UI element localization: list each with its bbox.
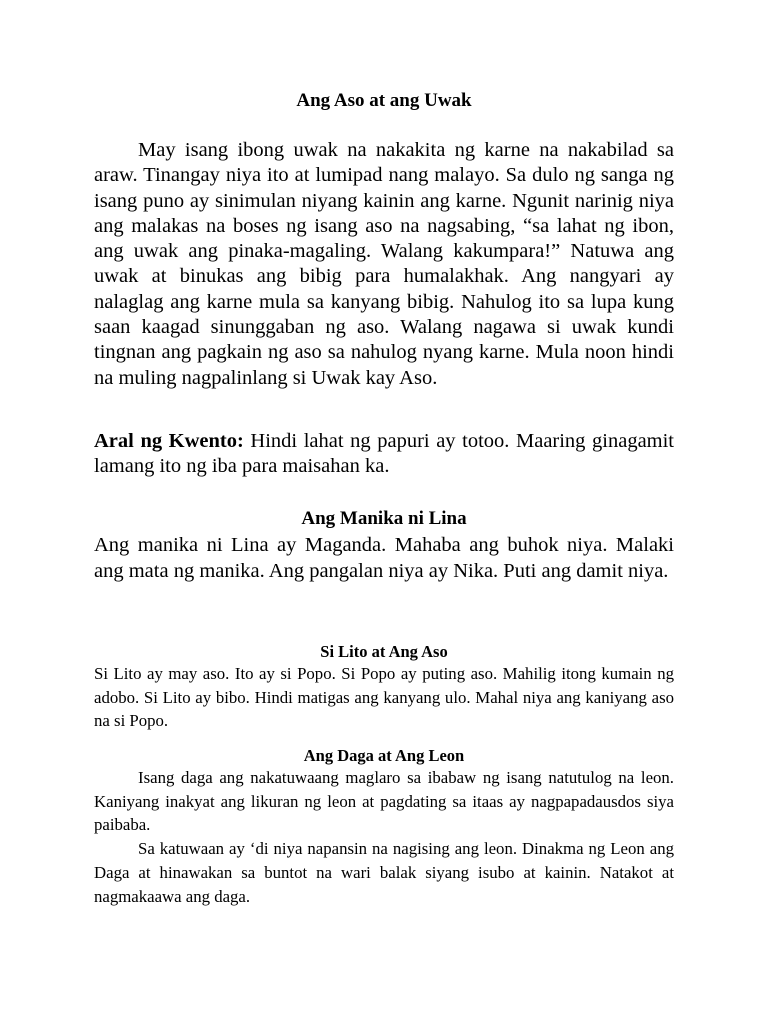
story-body-lito-at-aso: Si Lito ay may aso. Ito ay si Popo. Si Popo ay puting aso. Mahilig itong kumain ng adobo. Si Lito ay bibo. Hindi matigas ang kanyang ulo. Mahal niya ang kaniyang aso na si Popo. bbox=[94, 664, 674, 730]
story-body-manika-ni-lina: Ang manika ni Lina ay Maganda. Mahaba ang buhok niya. Malaki ang mata ng manika. Ang pangalan niya ay Nika. Puti ang damit niya. bbox=[94, 534, 674, 582]
story-title-daga-at-leon: Ang Daga at Ang Leon bbox=[303, 746, 465, 765]
moral-label: Aral ng Kwento: bbox=[94, 430, 244, 452]
story-body-aso-at-uwak: May isang ibong uwak na nakakita ng karne na nakabilad sa araw. Tinangay niya ito at lumipad nang malayo. Sa dulo ng sanga ng isang puno ay sinimulan niyang kainin ang karne. Ngunit narinig niya ang malakas na boses ng isang aso na nagsabing, “sa lahat ng ibon, ang uwak ang pinaka-magaling. Walang kakumpara!” Natuwa ang uwak at binukas ang bibig para humalakhak. Ang nangyari ay nalaglag ang karne mula sa kanyang bibig. Nahulog ito sa lupa kung saan kaagad sinunggaban ng aso. Walang nagawa si uwak kundi tingnan ang pagkain ng aso sa nahulog nyang karne. Mula noon hindi na muling nagpalinlang si Uwak kay Aso. bbox=[94, 139, 674, 389]
story-title-lito-at-aso: Si Lito at Ang Aso bbox=[320, 642, 448, 661]
story-title-manika-ni-lina: Ang Manika ni Lina bbox=[301, 508, 467, 529]
story-title-aso-at-uwak: Ang Aso at ang Uwak bbox=[296, 90, 472, 111]
story-body-daga-at-leon bbox=[94, 766, 674, 908]
moral-text: Hindi lahat ng papuri ay totoo. Maaring ginagamit lamang ito ng iba para maisahan ka. bbox=[94, 430, 675, 478]
story-moral bbox=[94, 429, 674, 480]
story-paragraph: Isang daga ang nakatuwaang maglaro sa ibabaw ng isang natutulog na leon. Kaniyang inakyat ang likuran ng leon at pagdating sa itaas ay nagpapadausdos siya paibaba. bbox=[94, 768, 674, 835]
story-paragraph: Sa katuwaan ay ‘di niya napansin na nagising ang leon. Dinakma ng Leon ang Daga at hinawakan sa buntot na wari balak siyang isubo at kainin. Natakot at nagmakaawa ang daga. bbox=[94, 839, 674, 906]
